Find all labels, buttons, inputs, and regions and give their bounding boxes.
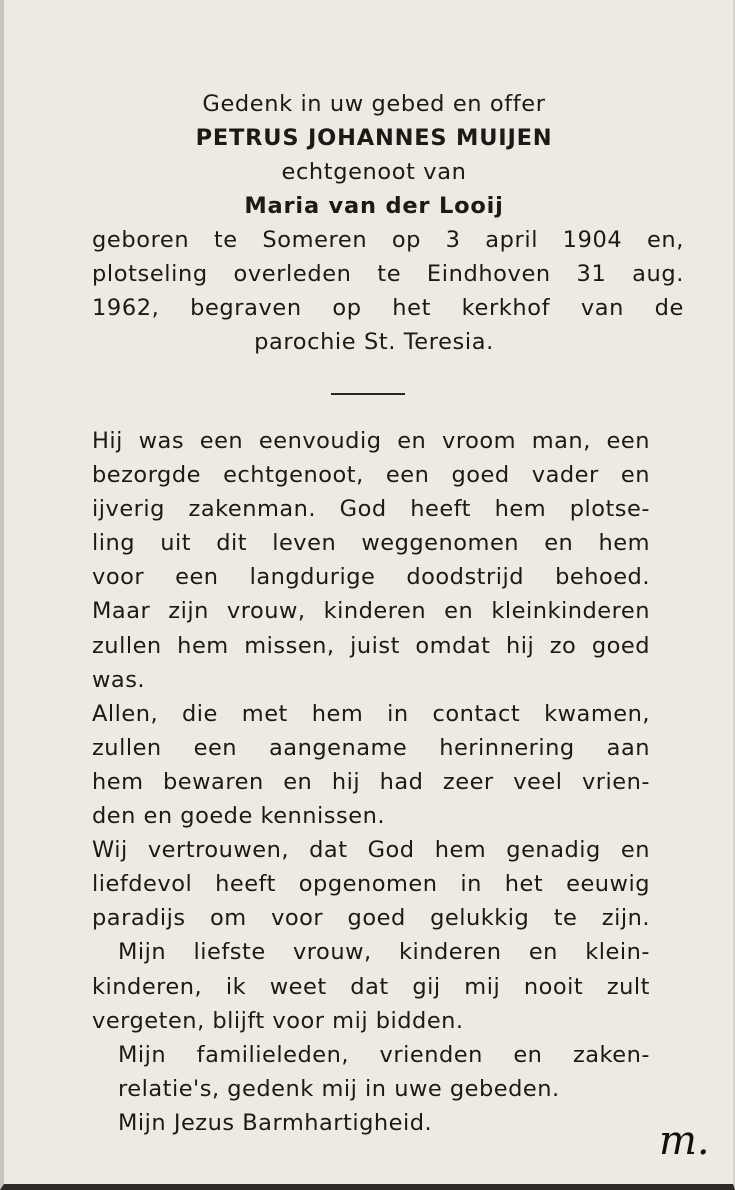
- parish-line: parochie St. Teresia.: [254, 329, 494, 355]
- deceased-name: PETRUS JOHANNES MUIJEN: [195, 125, 553, 151]
- divider-line: [331, 393, 405, 395]
- text-line: Allen, die met hem in contact kwamen,: [92, 700, 650, 727]
- text-line: hem bewaren en hij had zeer veel vrien-: [92, 768, 650, 795]
- text-line: vergeten, blijft voor mij bidden.: [92, 1007, 464, 1034]
- spouse-intro: echtgenoot van: [281, 159, 467, 185]
- text-line: ling uit dit leven weggenomen en hem: [92, 530, 650, 557]
- text-line: Wij vertrouwen, dat God hem genadig en: [92, 837, 650, 864]
- burial-line: 1962, begraven op het kerkhof van de: [92, 295, 684, 321]
- prayer-request: Gedenk in uw gebed en offer: [202, 91, 546, 117]
- text-line: Mijn Jezus Barmhartigheid.: [118, 1109, 433, 1136]
- text-line: Mijn familieleden, vrienden en zaken-: [118, 1041, 650, 1068]
- text-line: relatie's, gedenk mij in uwe gebeden.: [118, 1075, 560, 1102]
- text-line: liefdevol heeft opgenomen in het eeuwig: [92, 871, 650, 898]
- text-line: paradijs om voor goed gelukkig te zijn.: [92, 905, 650, 932]
- spouse-name: Maria van der Looij: [244, 193, 504, 219]
- text-line: Hij was een eenvoudig en vroom man, een: [92, 428, 650, 454]
- text-line: den en goede kennissen.: [92, 803, 386, 830]
- birth-line: geboren te Someren op 3 april 1904 en,: [92, 227, 684, 253]
- memorial-text: [92, 424, 650, 1140]
- text-line: zullen hem missen, juist omdat hij zo goed: [92, 632, 650, 659]
- text-line: ijverig zakenman. God heeft hem plotse-: [92, 496, 650, 523]
- text-line: voor een langdurige doodstrijd behoed.: [92, 564, 650, 591]
- card-header: [64, 87, 684, 359]
- text-line: bezorgde echtgenoot, een goed vader en: [92, 462, 650, 489]
- text-line: zullen een aangename herinnering aan: [92, 734, 650, 761]
- handwritten-signature: m.: [659, 1118, 710, 1164]
- text-line: Maar zijn vrouw, kinderen en kleinkinderen: [92, 598, 650, 625]
- text-line: kinderen, ik weet dat gij mij nooit zult: [92, 973, 650, 1000]
- text-line: was.: [92, 666, 146, 693]
- death-line: plotseling overleden te Eindhoven 31 aug.: [92, 261, 684, 287]
- text-line: Mijn liefste vrouw, kinderen en klein-: [118, 939, 650, 966]
